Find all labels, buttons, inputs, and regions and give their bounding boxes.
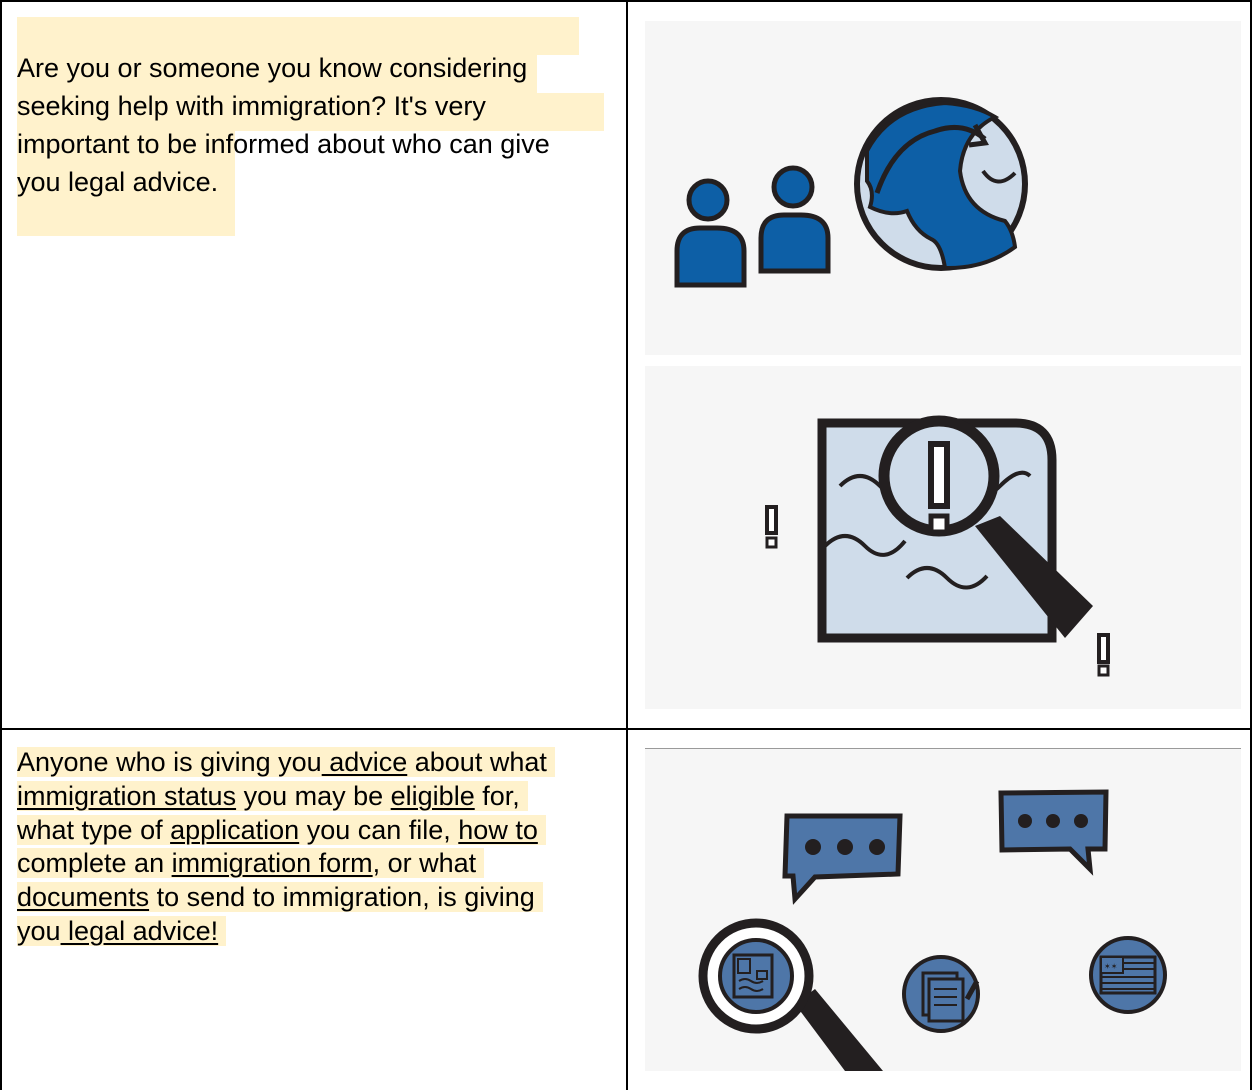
table-border-middle xyxy=(626,0,628,1090)
link-documents[interactable]: documents xyxy=(17,882,150,913)
illustration-people-globe xyxy=(645,21,1241,355)
speech-bubble-icon xyxy=(1001,792,1106,869)
intro-paragraph xyxy=(17,49,617,201)
intro-line: seeking help with immigration? It's very xyxy=(17,91,486,121)
svg-text:✶✶: ✶✶ xyxy=(1104,962,1118,971)
table-border-row xyxy=(0,728,1252,730)
magnifier-warning-icon xyxy=(767,421,1108,675)
person-icon xyxy=(677,181,744,285)
link-immigration-form[interactable]: immigration form xyxy=(171,848,373,879)
text: about what xyxy=(407,747,547,777)
text: what type of xyxy=(17,814,171,845)
link-legal-advice[interactable]: legal advice! xyxy=(60,915,219,946)
table-border-right xyxy=(1250,0,1252,1090)
text: for, xyxy=(474,780,520,811)
text: , or what xyxy=(372,848,477,879)
link-immigration-status[interactable]: immigration status xyxy=(17,780,237,811)
text: you may be xyxy=(236,780,391,811)
text: complete an xyxy=(17,848,172,879)
text: to send to immigration, is giving xyxy=(149,882,535,913)
table-border-top xyxy=(0,0,1252,2)
text: you can file, xyxy=(299,814,459,845)
legal-advice-paragraph xyxy=(17,746,607,949)
person-icon xyxy=(761,168,828,271)
link-how-to[interactable]: how to xyxy=(458,814,538,845)
document-magnifier-icon xyxy=(703,923,883,1071)
speech-bubble-icon xyxy=(785,816,900,899)
flag-icon xyxy=(1091,938,1165,1012)
table-border-left xyxy=(0,0,2,1090)
text: Anyone who is giving you xyxy=(17,747,322,777)
link-advice[interactable]: advice xyxy=(321,747,408,777)
link-eligible[interactable]: eligible xyxy=(390,780,475,811)
text: you xyxy=(17,915,61,946)
intro-line: you legal advice. xyxy=(17,167,219,197)
intro-line: Are you or someone you know considering xyxy=(17,53,528,83)
illustration-advice xyxy=(645,748,1241,1071)
illustration-magnifier-warning xyxy=(645,366,1241,709)
link-application[interactable]: application xyxy=(170,814,300,845)
intro-line: important to be informed about who can give xyxy=(17,129,550,159)
form-icon xyxy=(904,957,978,1031)
globe-icon xyxy=(857,100,1025,268)
